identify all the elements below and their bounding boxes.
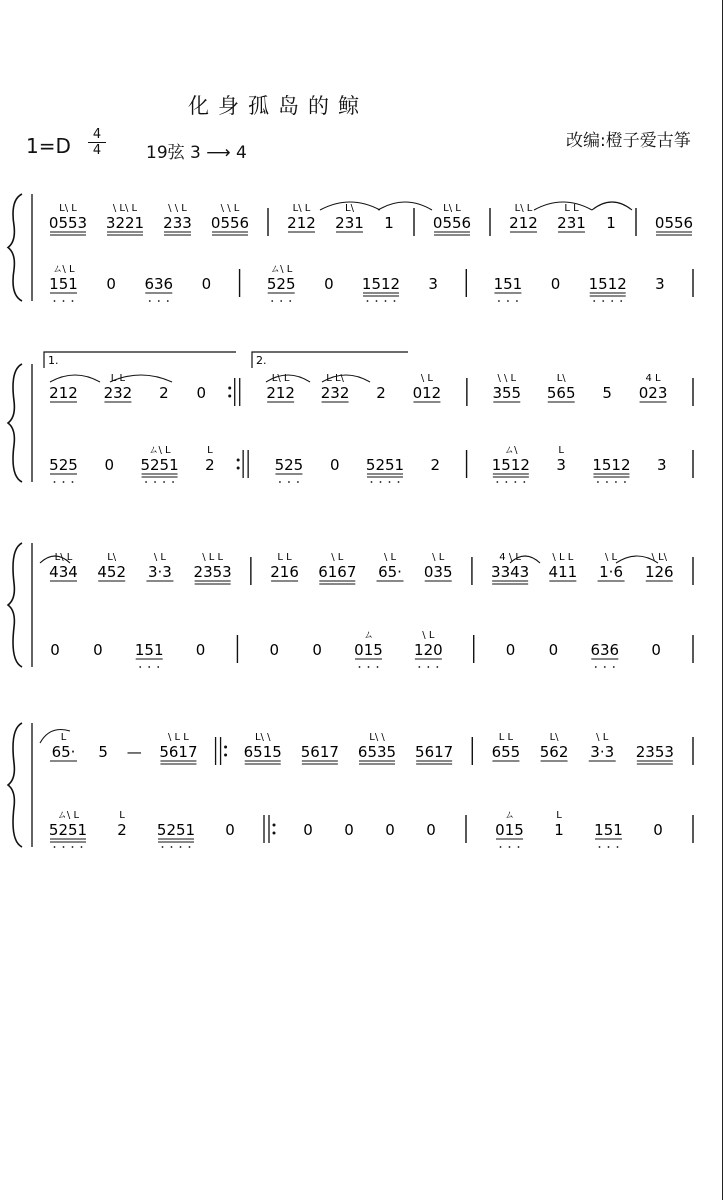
- note-group: 525: [266, 275, 296, 293]
- octave-dot: [279, 481, 281, 483]
- fingering-mark: ㄙ: [504, 810, 515, 821]
- note-group: 0: [269, 641, 280, 659]
- octave-dot: [613, 666, 615, 668]
- octave-dot: [500, 846, 502, 848]
- note-group: 1: [554, 821, 564, 839]
- note-group: 231: [335, 214, 364, 232]
- note-group: 3: [556, 456, 566, 474]
- note-group: 411: [548, 563, 578, 581]
- octave-dot: [516, 300, 518, 302]
- fingering-mark: ㄙ\ L: [148, 445, 171, 456]
- fingering-mark: \ L: [605, 552, 618, 563]
- octave-dot: [72, 300, 74, 302]
- octave-dot: [63, 481, 65, 483]
- fingering-mark: L: [60, 732, 67, 743]
- octave-dot: [599, 846, 601, 848]
- note-group: 0: [653, 821, 663, 839]
- note-group: 212: [266, 384, 295, 402]
- note-group: 2: [430, 456, 441, 474]
- fingering-mark: 4 L: [645, 373, 661, 384]
- fingering-mark: L: [207, 445, 213, 456]
- note-group: 65·: [51, 743, 76, 761]
- octave-dot: [523, 481, 525, 483]
- fingering-mark: \ L: [432, 552, 445, 563]
- note-group: 0: [651, 641, 661, 659]
- note-group: 231: [557, 214, 586, 232]
- fingering-mark: ㄙ\ L: [270, 264, 293, 275]
- octave-dot: [518, 846, 520, 848]
- note-group: 1512: [491, 456, 530, 474]
- note-group: 035: [423, 563, 453, 581]
- octave-dot: [149, 300, 151, 302]
- fingering-mark: L L: [498, 732, 514, 743]
- note-group: 562: [539, 743, 569, 761]
- note-group: 126: [644, 563, 674, 581]
- note-group: 0556: [654, 214, 694, 232]
- octave-dot: [514, 481, 516, 483]
- note-group: 015: [495, 821, 524, 839]
- repeat-dot: [237, 467, 240, 470]
- note-group: 1512: [592, 456, 631, 474]
- octave-dot: [288, 481, 290, 483]
- note-group: 1512: [588, 275, 627, 293]
- octave-dot: [139, 666, 141, 668]
- note-group: 5251: [365, 456, 405, 474]
- fingering-mark: \ \ L: [497, 373, 517, 384]
- repeat-dot: [273, 832, 276, 835]
- fingering-mark: L L: [277, 552, 292, 563]
- octave-dot: [602, 300, 604, 302]
- octave-dot: [371, 481, 373, 483]
- fingering-mark: L L: [110, 373, 126, 384]
- fingering-mark: L\ \: [369, 732, 385, 743]
- octave-dot: [54, 300, 56, 302]
- fingering-mark: \ L: [331, 552, 344, 563]
- octave-dot: [367, 300, 369, 302]
- octave-dot: [359, 666, 361, 668]
- note-group: 212: [287, 214, 316, 232]
- note-group: 0553: [48, 214, 88, 232]
- fingering-mark: L\: [345, 203, 354, 214]
- fingering-mark: L: [558, 445, 564, 456]
- octave-dot: [377, 666, 379, 668]
- octave-dot: [595, 666, 597, 668]
- note-group: 3343: [491, 563, 530, 581]
- note-group: 0: [505, 641, 516, 659]
- octave-dot: [63, 300, 65, 302]
- note-group: 636: [590, 641, 620, 659]
- fingering-mark: ㄙ\: [504, 445, 518, 456]
- note-group: 012: [412, 384, 442, 402]
- note-group: 0: [303, 821, 313, 839]
- note-group: 5: [602, 384, 612, 402]
- fingering-mark: \ \ L: [220, 203, 240, 214]
- fingering-mark: L L: [564, 203, 579, 214]
- note-group: 232: [320, 384, 350, 402]
- octave-dot: [624, 481, 626, 483]
- note-group: 655: [491, 743, 521, 761]
- note-group: 0: [225, 821, 235, 839]
- octave-dot: [509, 846, 511, 848]
- note-group: 0: [324, 275, 334, 293]
- note-group: 2: [205, 456, 215, 474]
- fingering-mark: 4 \ L: [499, 552, 521, 563]
- note-group: 212: [49, 384, 78, 402]
- octave-dot: [507, 300, 509, 302]
- octave-dot: [162, 846, 164, 848]
- note-group: 0: [50, 641, 60, 659]
- volta-bracket-2: [252, 352, 408, 368]
- note-group: 5251: [48, 821, 88, 839]
- fingering-mark: L\ L: [443, 203, 461, 214]
- system-brace: [8, 364, 22, 482]
- octave-dot: [380, 481, 382, 483]
- octave-dot: [436, 666, 438, 668]
- fingering-mark: L\: [556, 373, 566, 384]
- note-group: 015: [354, 641, 383, 659]
- volta-label-1: 1.: [48, 354, 59, 367]
- note-group: 434: [49, 563, 78, 581]
- note-group: 5617: [300, 743, 339, 761]
- fingering-mark: \ L: [420, 373, 433, 384]
- note-group: 151: [49, 275, 78, 293]
- octave-dot: [418, 666, 420, 668]
- note-group: —: [126, 743, 142, 761]
- fingering-mark: L\ L: [292, 203, 311, 214]
- octave-dot: [172, 481, 174, 483]
- arranger-credit: 改编:橙子爱古筝: [566, 131, 691, 151]
- fingering-mark: \ L L: [167, 732, 189, 743]
- fingering-mark: \ L L: [552, 552, 574, 563]
- note-group: 3221: [105, 214, 145, 232]
- repeat-dot: [228, 387, 231, 390]
- time-sig-top: 4: [92, 127, 102, 142]
- octave-dot: [606, 481, 608, 483]
- note-group: 0: [201, 275, 212, 293]
- note-group: 6515: [243, 743, 282, 761]
- note-group: 6167: [318, 563, 357, 581]
- repeat-dot: [237, 459, 240, 462]
- note-group: 0: [426, 821, 436, 839]
- fingering-mark: L\ \: [254, 732, 271, 743]
- repeat-dot: [224, 746, 227, 749]
- note-group: 0: [548, 641, 559, 659]
- fingering-mark: L\: [107, 552, 117, 563]
- note-group: 1·6: [599, 563, 624, 581]
- octave-dot: [154, 481, 156, 483]
- volta-bracket-1: [44, 352, 236, 368]
- fingering-mark: \ L: [422, 630, 435, 641]
- slur-arc: [378, 202, 432, 210]
- slur-arc: [534, 202, 592, 210]
- note-group: 6535: [357, 743, 397, 761]
- octave-dot: [163, 481, 165, 483]
- fingering-mark: \ \ L: [168, 203, 187, 214]
- note-group: 0: [93, 641, 103, 659]
- note-group: 1: [606, 214, 616, 232]
- fingering-mark: \ L\ L: [112, 203, 138, 214]
- octave-dot: [620, 300, 622, 302]
- octave-dot: [289, 300, 291, 302]
- octave-dot: [368, 666, 370, 668]
- octave-dot: [593, 300, 595, 302]
- octave-dot: [617, 846, 619, 848]
- note-group: 0556: [432, 214, 472, 232]
- slur-arc: [50, 375, 100, 382]
- system-brace: [8, 723, 22, 847]
- note-group: 1512: [361, 275, 401, 293]
- fingering-mark: L\ L: [271, 373, 290, 384]
- note-group: 2: [376, 384, 386, 402]
- fingering-mark: \ L: [596, 732, 609, 743]
- note-group: 151: [594, 821, 623, 839]
- note-group: 3·3: [147, 563, 172, 581]
- fingering-mark: L L\: [326, 373, 344, 384]
- note-group: 0556: [210, 214, 250, 232]
- song-title: 化身孤岛的鲸: [188, 94, 368, 118]
- note-group: 3: [656, 456, 667, 474]
- system-brace: [8, 543, 22, 667]
- octave-dot: [180, 846, 182, 848]
- fingering-mark: ㄙ\ L: [56, 810, 80, 821]
- octave-dot: [389, 481, 391, 483]
- octave-dot: [63, 846, 65, 848]
- fingering-mark: ㄙ\ L: [52, 264, 75, 275]
- octave-dot: [157, 666, 159, 668]
- fingering-mark: L\ L: [59, 203, 77, 214]
- note-group: 0: [329, 456, 340, 474]
- note-group: 5251: [140, 456, 179, 474]
- note-group: 5617: [415, 743, 454, 761]
- note-group: 3: [428, 275, 438, 293]
- fingering-mark: L: [119, 810, 125, 821]
- fingering-mark: L\: [549, 732, 559, 743]
- repeat-dot: [273, 824, 276, 827]
- note-group: 3: [655, 275, 665, 293]
- note-group: 151: [134, 641, 164, 659]
- note-group: 023: [638, 384, 668, 402]
- octave-dot: [611, 300, 613, 302]
- note-group: 0: [196, 384, 207, 402]
- note-group: 5: [98, 743, 108, 761]
- octave-dot: [604, 666, 606, 668]
- octave-dot: [427, 666, 429, 668]
- note-group: 0: [106, 275, 116, 293]
- system-brace: [8, 194, 22, 301]
- octave-dot: [72, 481, 74, 483]
- octave-dot: [81, 846, 83, 848]
- note-group: 233: [163, 214, 192, 232]
- note-group: 1: [384, 214, 394, 232]
- octave-dot: [505, 481, 507, 483]
- note-group: 525: [49, 456, 78, 474]
- note-group: 565: [546, 384, 576, 402]
- fingering-mark: L\ L: [514, 203, 533, 214]
- octave-dot: [158, 300, 160, 302]
- repeat-dot: [228, 395, 231, 398]
- note-group: 151: [493, 275, 523, 293]
- note-group: 120: [414, 641, 443, 659]
- repeat-dot: [224, 754, 227, 757]
- octave-dot: [271, 300, 273, 302]
- note-group: 2: [117, 821, 127, 839]
- note-group: 525: [274, 456, 304, 474]
- fingering-mark: L\ L: [54, 552, 73, 563]
- fingering-mark: \ L: [153, 552, 166, 563]
- string-tuning-note: 19弦 3 ⟶ 4: [146, 143, 247, 163]
- fingering-mark: ㄙ: [363, 630, 374, 641]
- note-group: 2353: [635, 743, 674, 761]
- octave-dot: [72, 846, 74, 848]
- note-group: 3·3: [590, 743, 615, 761]
- octave-dot: [597, 481, 599, 483]
- octave-dot: [398, 481, 400, 483]
- octave-dot: [394, 300, 396, 302]
- volta-label-2: 2.: [256, 354, 267, 367]
- octave-dot: [54, 846, 56, 848]
- time-sig-bottom: 4: [92, 143, 102, 158]
- octave-dot: [54, 481, 56, 483]
- note-group: 212: [509, 214, 538, 232]
- note-group: 0: [550, 275, 561, 293]
- octave-dot: [385, 300, 387, 302]
- note-group: 5251: [156, 821, 196, 839]
- key-signature: 1=D: [26, 134, 71, 158]
- octave-dot: [145, 481, 147, 483]
- note-group: 452: [97, 563, 127, 581]
- octave-dot: [280, 300, 282, 302]
- octave-dot: [615, 481, 617, 483]
- octave-dot: [189, 846, 191, 848]
- octave-dot: [496, 481, 498, 483]
- fingering-mark: \ L L: [202, 552, 224, 563]
- note-group: 355: [492, 384, 522, 402]
- note-group: 0: [344, 821, 354, 839]
- octave-dot: [297, 481, 299, 483]
- note-group: 65·: [378, 563, 402, 581]
- octave-dot: [171, 846, 173, 848]
- fingering-mark: \ L: [383, 552, 397, 563]
- note-group: 0: [104, 456, 115, 474]
- octave-dot: [498, 300, 500, 302]
- note-group: 0: [312, 641, 322, 659]
- fingering-mark: \ L\: [651, 552, 668, 563]
- octave-dot: [148, 666, 150, 668]
- note-group: 2: [159, 384, 169, 402]
- note-group: 216: [270, 563, 299, 581]
- note-group: 2353: [193, 563, 232, 581]
- note-group: 232: [103, 384, 133, 402]
- fingering-mark: L: [556, 810, 562, 821]
- slur-arc: [592, 202, 632, 210]
- octave-dot: [608, 846, 610, 848]
- octave-dot: [167, 300, 169, 302]
- note-group: 5617: [159, 743, 198, 761]
- note-group: 0: [195, 641, 206, 659]
- octave-dot: [376, 300, 378, 302]
- note-group: 636: [144, 275, 174, 293]
- note-group: 0: [385, 821, 395, 839]
